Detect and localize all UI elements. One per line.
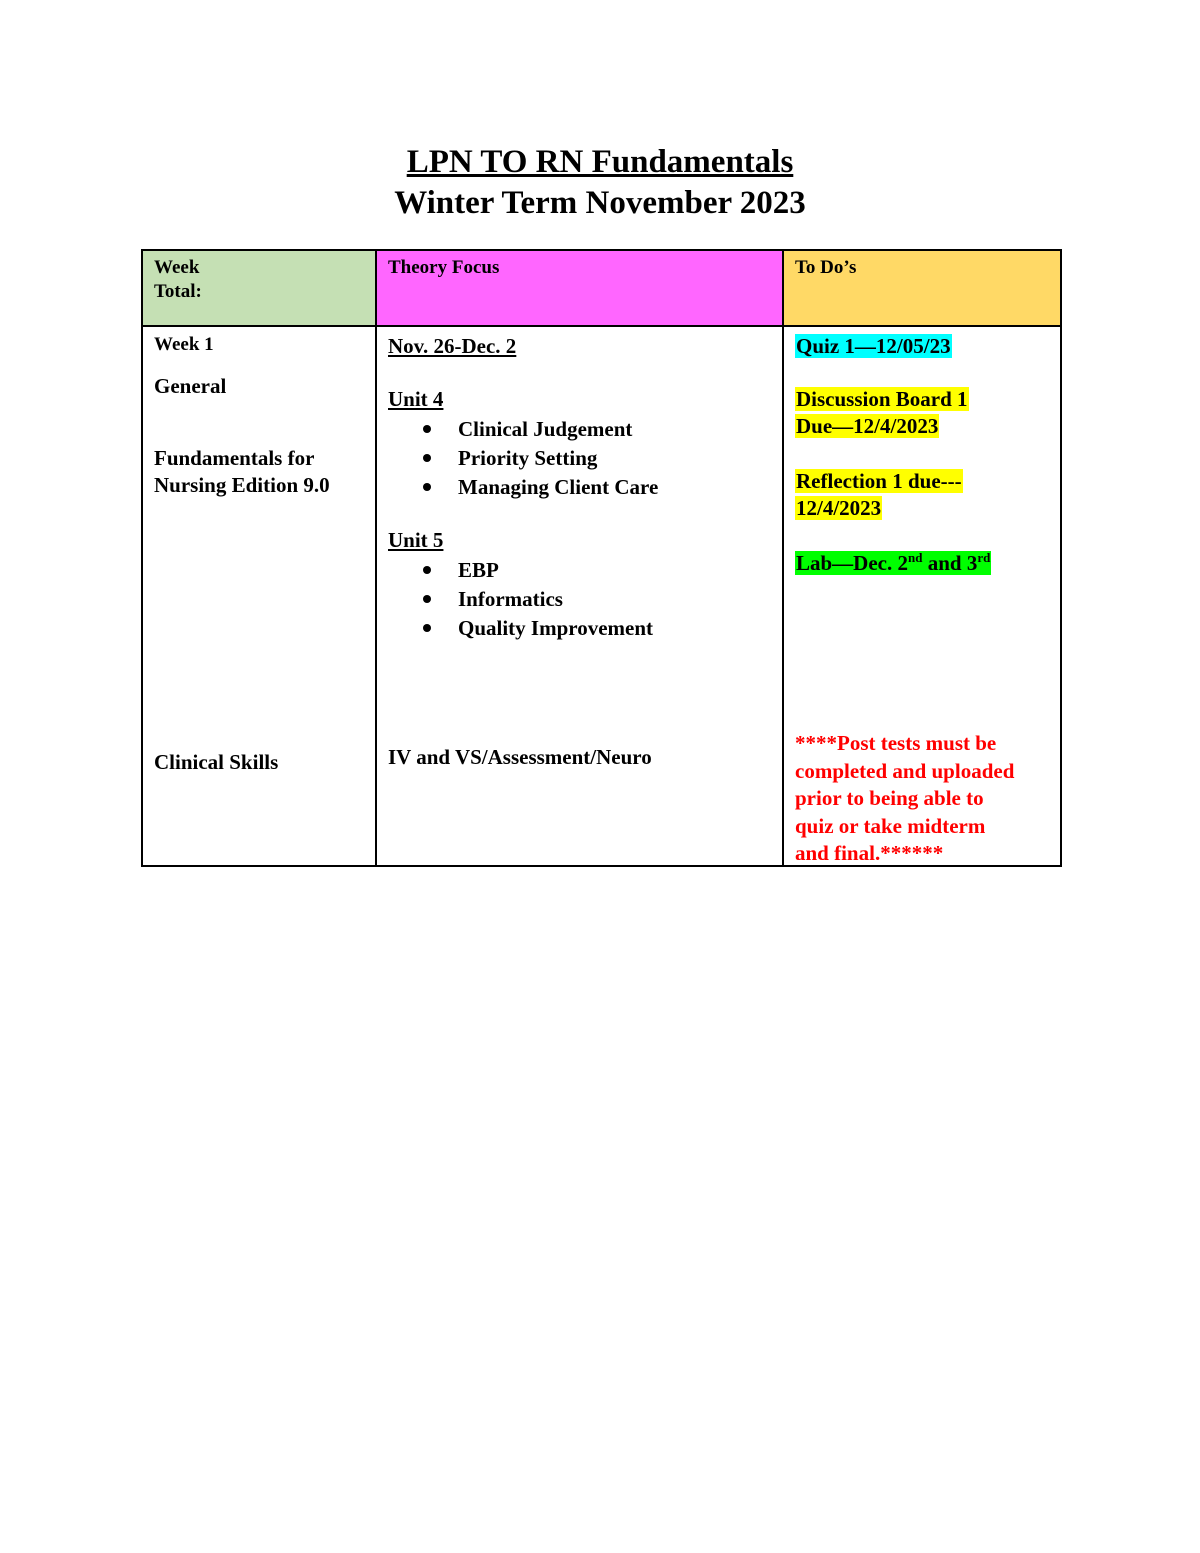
table-row [142, 326, 1061, 866]
list-item: EBP [458, 556, 772, 585]
unit-5-title: Unit 5 [388, 528, 444, 552]
bullet-icon [423, 566, 431, 574]
todo-cell [783, 326, 1061, 866]
header-total-label: Total: [154, 281, 202, 302]
unit-4-title: Unit 4 [388, 387, 444, 411]
header-todo-label: To Do’s [795, 257, 857, 278]
textbook-line-1: Fundamentals for [154, 446, 315, 470]
skills-focus: IV and VS/Assessment/Neuro [388, 745, 652, 769]
week-cell [142, 326, 376, 866]
week-label: Week 1 [154, 334, 214, 355]
list-item: Managing Client Care [458, 473, 772, 502]
title-block [0, 142, 1200, 224]
header-theory-label: Theory Focus [388, 257, 500, 278]
list-item: Clinical Judgement [458, 415, 772, 444]
list-item: Priority Setting [458, 444, 772, 473]
discussion-line-2: Due—12/4/2023 [796, 414, 939, 438]
clinical-skills-label: Clinical Skills [154, 750, 279, 774]
unit-5-list [388, 556, 772, 643]
schedule-table [141, 249, 1062, 867]
header-theory-cell [376, 250, 783, 326]
post-test-note: ****Post tests must be completed and uploaded prior to being able to quiz or take midterm and final.****** [795, 731, 1015, 865]
bullet-icon [423, 483, 431, 491]
header-week-label: Week [154, 257, 200, 278]
reflection-line-2: 12/4/2023 [796, 496, 882, 520]
textbook-line-2: Nursing Edition 9.0 [154, 473, 330, 497]
bullet-icon [423, 624, 431, 632]
bullet-icon [423, 425, 431, 433]
quiz-item: Quiz 1—12/05/23 [796, 334, 951, 358]
bullet-icon [423, 595, 431, 603]
table-header-row [142, 250, 1061, 326]
list-item: Quality Improvement [458, 614, 772, 643]
bullet-icon [423, 454, 431, 462]
discussion-line-1: Discussion Board 1 [796, 387, 968, 411]
document-subtitle: Winter Term November 2023 [394, 185, 806, 221]
theory-cell [376, 326, 783, 866]
lab-item: Lab—Dec. 2nd and 3rd [796, 550, 991, 575]
header-week-cell [142, 250, 376, 326]
reflection-line-1: Reflection 1 due--- [796, 469, 962, 493]
unit-4-list [388, 415, 772, 502]
general-label: General [154, 374, 227, 398]
header-todo-cell [783, 250, 1061, 326]
document-title: LPN TO RN Fundamentals [406, 144, 794, 180]
list-item: Informatics [458, 585, 772, 614]
date-range: Nov. 26-Dec. 2 [388, 334, 517, 358]
